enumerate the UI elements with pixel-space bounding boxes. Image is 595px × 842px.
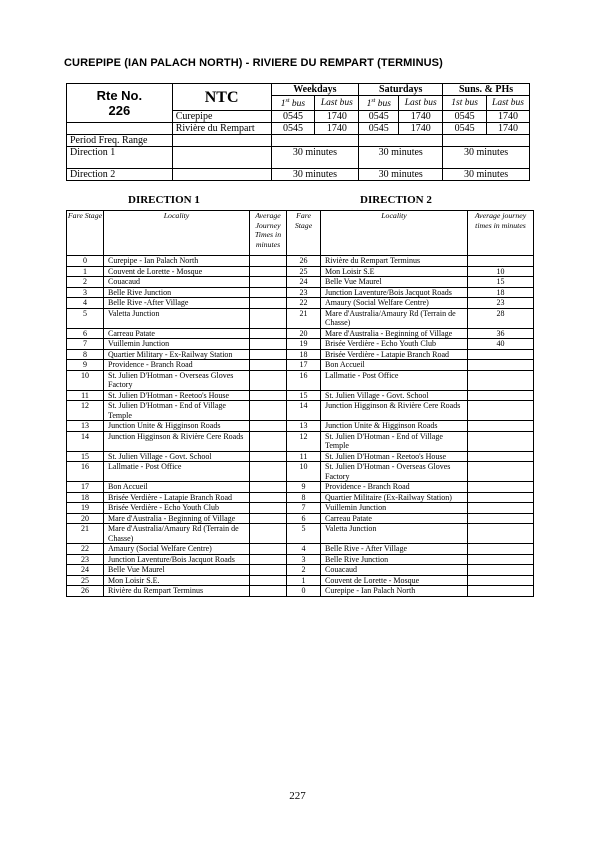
locality-1: Mare d'Australia/Amaury Rd (Terrain de Chasse) <box>104 524 250 544</box>
table-row <box>67 462 534 482</box>
table-row <box>67 328 534 339</box>
fare-stage-2: 15 <box>287 390 321 401</box>
locality-2: Mon Loisir S.E <box>321 266 468 277</box>
avg-time-2 <box>468 503 534 514</box>
table-row <box>67 451 534 462</box>
group-sundays: Suns. & PHs <box>443 84 530 96</box>
locality-2: Vuillemin Junction <box>321 503 468 514</box>
fare-stage-1: 16 <box>67 462 104 482</box>
fare-stage-2: 6 <box>287 513 321 524</box>
locality-1: Brisée Verdière - Echo Youth Club <box>104 503 250 514</box>
locality-2: Couvent de Lorette - Mosque <box>321 575 468 586</box>
avg-time-1 <box>250 328 287 339</box>
direction2-label: Direction 2 <box>67 169 173 181</box>
avg-time-2 <box>468 544 534 555</box>
fare-stage-2: 10 <box>287 462 321 482</box>
fare-stage-2: 20 <box>287 328 321 339</box>
fare-stage-1: 12 <box>67 401 104 421</box>
table-row <box>67 575 534 586</box>
avg-time-1 <box>250 360 287 371</box>
avg-time-2 <box>468 349 534 360</box>
direction1-label: Direction 1 <box>67 147 173 169</box>
fare-stage-2: 25 <box>287 266 321 277</box>
stages-table <box>66 210 534 597</box>
fare-stage-1: 19 <box>67 503 104 514</box>
fare-stage-2: 19 <box>287 339 321 350</box>
time-cell: 1740 <box>487 111 530 123</box>
table-row <box>67 349 534 360</box>
avg-time-2: 36 <box>468 328 534 339</box>
locality-1: St. Julien D'Hotman - Reetoo's House <box>104 390 250 401</box>
fare-stage-1: 13 <box>67 421 104 432</box>
avg-time-1 <box>250 575 287 586</box>
avg-time-2 <box>468 513 534 524</box>
locality-1: Valetta Junction <box>104 308 250 328</box>
locality-2: Rivière du Rempart Terminus <box>321 256 468 267</box>
fare-stage-1: 21 <box>67 524 104 544</box>
locality-1: Couvent de Lorette - Mosque <box>104 266 250 277</box>
locality-2: Carreau Patate <box>321 513 468 524</box>
locality-2: Quartier Militaire (Ex-Railway Station) <box>321 492 468 503</box>
fare-stage-1: 1 <box>67 266 104 277</box>
table-row <box>67 401 534 421</box>
avg-time-1 <box>250 482 287 493</box>
avg-time-1 <box>250 554 287 565</box>
avg-time-2 <box>468 524 534 544</box>
avg-time-1 <box>250 277 287 288</box>
freq-saturdays: 30 minutes <box>359 169 443 181</box>
fare-stage-1: 11 <box>67 390 104 401</box>
freq-sundays: 30 minutes <box>443 147 530 169</box>
fare-stage-2: 1 <box>287 575 321 586</box>
time-cell: 1740 <box>399 111 443 123</box>
fare-stage-2: 18 <box>287 349 321 360</box>
place-riviere: Rivière du Rempart <box>172 123 271 135</box>
locality-2: Brisée Verdière - Echo Youth Club <box>321 339 468 350</box>
avg-time-2 <box>468 462 534 482</box>
locality-1: Couacaud <box>104 277 250 288</box>
avg-time-2: 18 <box>468 287 534 298</box>
locality-2: Bon Accueil <box>321 360 468 371</box>
locality-2: St. Julien D'Hotman - Reetoo's House <box>321 451 468 462</box>
avg-time-2: 28 <box>468 308 534 328</box>
fare-stage-2: 17 <box>287 360 321 371</box>
avg-time-2 <box>468 390 534 401</box>
time-cell: 1740 <box>315 123 359 135</box>
locality-1: Curepipe - Ian Palach North <box>104 256 250 267</box>
fare-stage-1: 9 <box>67 360 104 371</box>
direction1-title: DIRECTION 1 <box>128 194 200 206</box>
avg-time-2 <box>468 421 534 432</box>
locality-2: St. Julien Village - Govt. School <box>321 390 468 401</box>
avg-time-2 <box>468 360 534 371</box>
table-row <box>67 308 534 328</box>
avg-time-2 <box>468 370 534 390</box>
avg-time-1 <box>250 349 287 360</box>
place-curepipe: Curepipe <box>172 111 271 123</box>
freq-saturdays: 30 minutes <box>359 147 443 169</box>
time-cell: 0545 <box>443 123 487 135</box>
time-cell: 0545 <box>443 111 487 123</box>
col-locality-2: Locality <box>321 211 468 256</box>
avg-time-1 <box>250 339 287 350</box>
table-row <box>67 554 534 565</box>
locality-2: St. Julien D'Hotman - End of Village Temple <box>321 431 468 451</box>
route-label: Rte No. <box>96 88 143 104</box>
fare-stage-2: 2 <box>287 565 321 576</box>
locality-2: Junction Laventure/Bois Jacquot Roads <box>321 287 468 298</box>
fare-stage-1: 15 <box>67 451 104 462</box>
locality-1: Belle Vue Maurel <box>104 565 250 576</box>
locality-1: Bon Accueil <box>104 482 250 493</box>
sub-last-bus: Last bus <box>315 96 359 111</box>
locality-2: Belle Rive Junction <box>321 554 468 565</box>
locality-2: Valetta Junction <box>321 524 468 544</box>
locality-2: Lallmatie - Post Office <box>321 370 468 390</box>
locality-1: Belle Rive Junction <box>104 287 250 298</box>
locality-1: Lallmatie - Post Office <box>104 462 250 482</box>
avg-time-1 <box>250 308 287 328</box>
avg-time-2 <box>468 575 534 586</box>
freq-weekdays: 30 minutes <box>271 169 359 181</box>
table-row <box>67 287 534 298</box>
time-cell: 0545 <box>359 123 399 135</box>
fare-stage-2: 0 <box>287 586 321 597</box>
fare-stage-1: 5 <box>67 308 104 328</box>
avg-time-1 <box>250 256 287 267</box>
fare-stage-1: 25 <box>67 575 104 586</box>
page-number: 227 <box>289 790 306 802</box>
table-row <box>67 524 534 544</box>
route-number: 226 <box>108 103 131 119</box>
locality-2: Providence - Branch Road <box>321 482 468 493</box>
avg-time-1 <box>250 565 287 576</box>
fare-stage-2: 7 <box>287 503 321 514</box>
fare-stage-2: 9 <box>287 482 321 493</box>
avg-time-2 <box>468 482 534 493</box>
fare-stage-2: 14 <box>287 401 321 421</box>
table-row <box>67 503 534 514</box>
avg-time-1 <box>250 421 287 432</box>
fare-stage-2: 22 <box>287 298 321 309</box>
avg-time-1 <box>250 503 287 514</box>
locality-1: Junction Higginson & Rivière Cere Roads <box>104 431 250 451</box>
fare-stage-1: 0 <box>67 256 104 267</box>
table-row <box>67 482 534 493</box>
fare-stage-1: 3 <box>67 287 104 298</box>
locality-2: Couacaud <box>321 565 468 576</box>
time-cell: 1740 <box>315 111 359 123</box>
table-row <box>67 431 534 451</box>
avg-time-2 <box>468 401 534 421</box>
table-row <box>67 586 534 597</box>
locality-1: St. Julien D'Hotman - End of Village Temple <box>104 401 250 421</box>
fare-stage-1: 26 <box>67 586 104 597</box>
table-row <box>67 390 534 401</box>
table-row <box>67 544 534 555</box>
locality-1: St. Julien Village - Govt. School <box>104 451 250 462</box>
sub-last-bus: Last bus <box>399 96 443 111</box>
fare-stage-1: 23 <box>67 554 104 565</box>
fare-stage-1: 8 <box>67 349 104 360</box>
locality-2: Curepipe - Ian Palach North <box>321 586 468 597</box>
locality-2: Amaury (Social Welfare Centre) <box>321 298 468 309</box>
fare-stage-1: 17 <box>67 482 104 493</box>
page-title: CUREPIPE (IAN PALACH NORTH) - RIVIERE DU REMPART (TERMINUS) <box>64 57 443 69</box>
avg-time-2 <box>468 451 534 462</box>
table-row <box>67 266 534 277</box>
table-row <box>67 256 534 267</box>
col-fare-stage-1: Fare Stage <box>67 211 104 256</box>
locality-1: Carreau Patate <box>104 328 250 339</box>
avg-time-1 <box>250 298 287 309</box>
avg-time-2 <box>468 554 534 565</box>
avg-time-1 <box>250 451 287 462</box>
table-row <box>67 565 534 576</box>
locality-1: Rivière du Rempart Terminus <box>104 586 250 597</box>
fare-stage-1: 10 <box>67 370 104 390</box>
avg-time-2: 23 <box>468 298 534 309</box>
time-cell: 0545 <box>359 111 399 123</box>
fare-stage-2: 11 <box>287 451 321 462</box>
table-row <box>67 513 534 524</box>
fare-stage-1: 24 <box>67 565 104 576</box>
locality-2: Junction Unite & Higginson Roads <box>321 421 468 432</box>
avg-time-1 <box>250 462 287 482</box>
col-avg-1: Average Journey Times in minutes <box>250 211 287 256</box>
sub-first-bus: 1st bus <box>359 96 399 111</box>
avg-time-1 <box>250 370 287 390</box>
locality-1: St. Julien D'Hotman - Overseas Gloves Factory <box>104 370 250 390</box>
locality-2: Belle Rive - After Village <box>321 544 468 555</box>
locality-2: St. Julien D'Hotman - Overseas Gloves Factory <box>321 462 468 482</box>
avg-time-2 <box>468 431 534 451</box>
fare-stage-2: 8 <box>287 492 321 503</box>
fare-stage-2: 24 <box>287 277 321 288</box>
avg-time-1 <box>250 401 287 421</box>
locality-2: Belle Vue Maurel <box>321 277 468 288</box>
col-avg-2: Average journey times in minutes <box>468 211 534 256</box>
locality-2: Brisée Verdière - Latapie Branch Road <box>321 349 468 360</box>
period-freq-label: Period Freq. Range <box>67 135 173 147</box>
table-row <box>67 277 534 288</box>
avg-time-1 <box>250 524 287 544</box>
freq-sundays: 30 minutes <box>443 169 530 181</box>
fare-stage-2: 26 <box>287 256 321 267</box>
table-row <box>67 492 534 503</box>
time-cell: 0545 <box>271 111 315 123</box>
locality-1: Amaury (Social Welfare Centre) <box>104 544 250 555</box>
col-locality-1: Locality <box>104 211 250 256</box>
fare-stage-1: 2 <box>67 277 104 288</box>
locality-1: Vuillemin Junction <box>104 339 250 350</box>
fare-stage-2: 5 <box>287 524 321 544</box>
locality-2: Junction Higginson & Rivière Cere Roads <box>321 401 468 421</box>
fare-stage-1: 6 <box>67 328 104 339</box>
sub-first-bus: 1st bus <box>271 96 315 111</box>
fare-stage-1: 20 <box>67 513 104 524</box>
fare-stage-1: 4 <box>67 298 104 309</box>
avg-time-1 <box>250 492 287 503</box>
locality-1: Junction Laventure/Bois Jacquot Roads <box>104 554 250 565</box>
table-row <box>67 339 534 350</box>
group-weekdays: Weekdays <box>271 84 359 96</box>
locality-1: Junction Unite & Higginson Roads <box>104 421 250 432</box>
fare-stage-2: 12 <box>287 431 321 451</box>
avg-time-1 <box>250 390 287 401</box>
fare-stage-2: 21 <box>287 308 321 328</box>
sub-first-bus: 1st bus <box>443 96 487 111</box>
locality-2: Mare d'Australia - Beginning of Village <box>321 328 468 339</box>
direction2-title: DIRECTION 2 <box>360 194 432 206</box>
avg-time-1 <box>250 586 287 597</box>
avg-time-2: 10 <box>468 266 534 277</box>
fare-stage-1: 7 <box>67 339 104 350</box>
table-row <box>67 360 534 371</box>
avg-time-1 <box>250 266 287 277</box>
col-fare-stage-2: Fare Stage <box>287 211 321 256</box>
fare-stage-2: 3 <box>287 554 321 565</box>
freq-weekdays: 30 minutes <box>271 147 359 169</box>
table-row <box>67 370 534 390</box>
avg-time-1 <box>250 513 287 524</box>
avg-time-2: 15 <box>468 277 534 288</box>
avg-time-2 <box>468 565 534 576</box>
fare-stage-1: 14 <box>67 431 104 451</box>
locality-1: Belle Rive -After Village <box>104 298 250 309</box>
fare-stage-1: 18 <box>67 492 104 503</box>
group-saturdays: Saturdays <box>359 84 443 96</box>
locality-1: Brisée Verdière - Latapie Branch Road <box>104 492 250 503</box>
sub-last-bus: Last bus <box>487 96 530 111</box>
locality-1: Quartier Military - Ex-Railway Station <box>104 349 250 360</box>
avg-time-2 <box>468 586 534 597</box>
locality-1: Mon Loisir S.E. <box>104 575 250 586</box>
locality-1: Providence - Branch Road <box>104 360 250 371</box>
operator-name: NTC <box>172 84 271 111</box>
fare-stage-2: 23 <box>287 287 321 298</box>
fare-stage-2: 13 <box>287 421 321 432</box>
locality-2: Mare d'Australia/Amaury Rd (Terrain de Chasse) <box>321 308 468 328</box>
time-cell: 1740 <box>399 123 443 135</box>
avg-time-2 <box>468 256 534 267</box>
time-cell: 0545 <box>271 123 315 135</box>
table-row <box>67 421 534 432</box>
avg-time-2 <box>468 492 534 503</box>
avg-time-1 <box>250 431 287 451</box>
avg-time-1 <box>250 287 287 298</box>
locality-1: Mare d'Australia - Beginning of Village <box>104 513 250 524</box>
route-cell <box>67 84 173 123</box>
time-cell: 1740 <box>487 123 530 135</box>
fare-stage-2: 16 <box>287 370 321 390</box>
schedule-header-table <box>66 83 530 181</box>
avg-time-2: 40 <box>468 339 534 350</box>
fare-stage-1: 22 <box>67 544 104 555</box>
table-row <box>67 298 534 309</box>
fare-stage-2: 4 <box>287 544 321 555</box>
avg-time-1 <box>250 544 287 555</box>
